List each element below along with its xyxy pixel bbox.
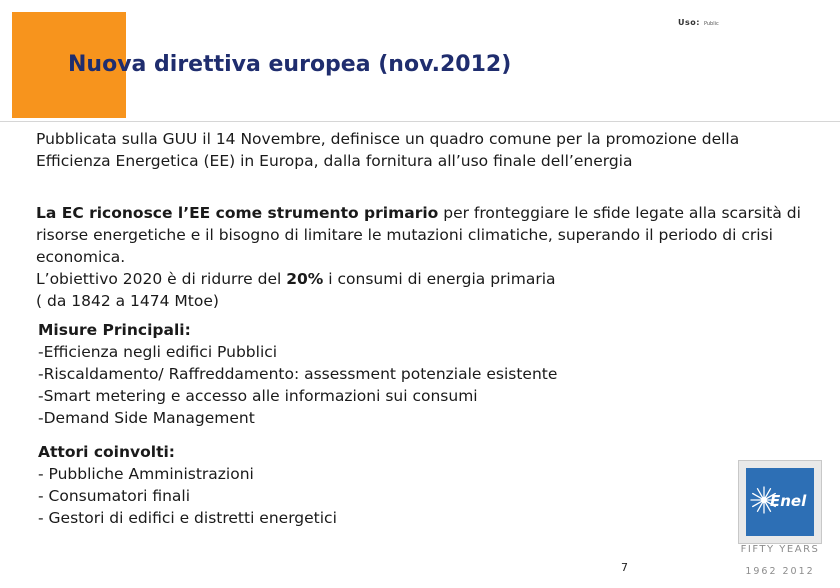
- intro-text: Pubblicata sulla GUU il 14 Novembre, definisce un quadro comune per la promozione della Efficienza Energetica (EE) in Europa, dalla fornitura all’uso finale dell’energia: [36, 130, 740, 170]
- recognition-text: [36, 202, 806, 268]
- intro-paragraph: [36, 128, 806, 172]
- enel-logo: [738, 460, 822, 578]
- actors-heading: Attori coinvolti:: [38, 443, 175, 461]
- actors-item: - Pubbliche Amministrazioni: [38, 465, 254, 483]
- measures-item: -Riscaldamento/ Raffreddamento: assessment potenziale esistente: [38, 365, 558, 383]
- usage-value: Public: [703, 21, 719, 27]
- measures-item: -Efficienza negli edifici Pubblici: [38, 343, 278, 361]
- objective-range: ( da 1842 a 1474 Mtoe): [36, 292, 219, 310]
- measures-section: [38, 319, 738, 429]
- logo-name: Enel: [770, 492, 807, 510]
- measures-item: -Demand Side Management: [38, 409, 255, 427]
- logo-years: 1962 2012: [745, 566, 815, 577]
- actors-section: [38, 441, 738, 529]
- objective-after: i consumi di energia primaria: [323, 270, 556, 288]
- usage-classification: [678, 18, 719, 27]
- recognition-bold-lead: La EC riconosce l’EE come strumento primario: [36, 204, 439, 222]
- measures-heading: Misure Principali:: [38, 321, 191, 339]
- logo-subtitle: FIFTY YEARS: [740, 544, 820, 555]
- actors-item: - Consumatori finali: [38, 487, 191, 505]
- actors-item: - Gestori di edifici e distretti energetici: [38, 509, 337, 527]
- slide-title: Nuova direttiva europea (nov.2012): [68, 52, 512, 77]
- measures-item: -Smart metering e accesso alle informazioni sui consumi: [38, 387, 478, 405]
- logo-frame: [738, 460, 822, 544]
- recognition-rest: per fronteggiare le sfide legate alla scarsità di risorse energetiche e il bisogno di limitare le mutazioni climatiche, superando il periodo di crisi economica.: [36, 204, 801, 266]
- objective-percent: 20%: [286, 270, 324, 288]
- title-divider: [0, 121, 840, 122]
- logo-badge: [746, 468, 814, 536]
- usage-label: Uso:: [678, 18, 700, 27]
- page-number: 7: [621, 561, 628, 574]
- objective-paragraph: [36, 202, 806, 312]
- objective-before: L’obiettivo 2020 è di ridurre del: [36, 270, 287, 288]
- objective-text: [36, 268, 806, 290]
